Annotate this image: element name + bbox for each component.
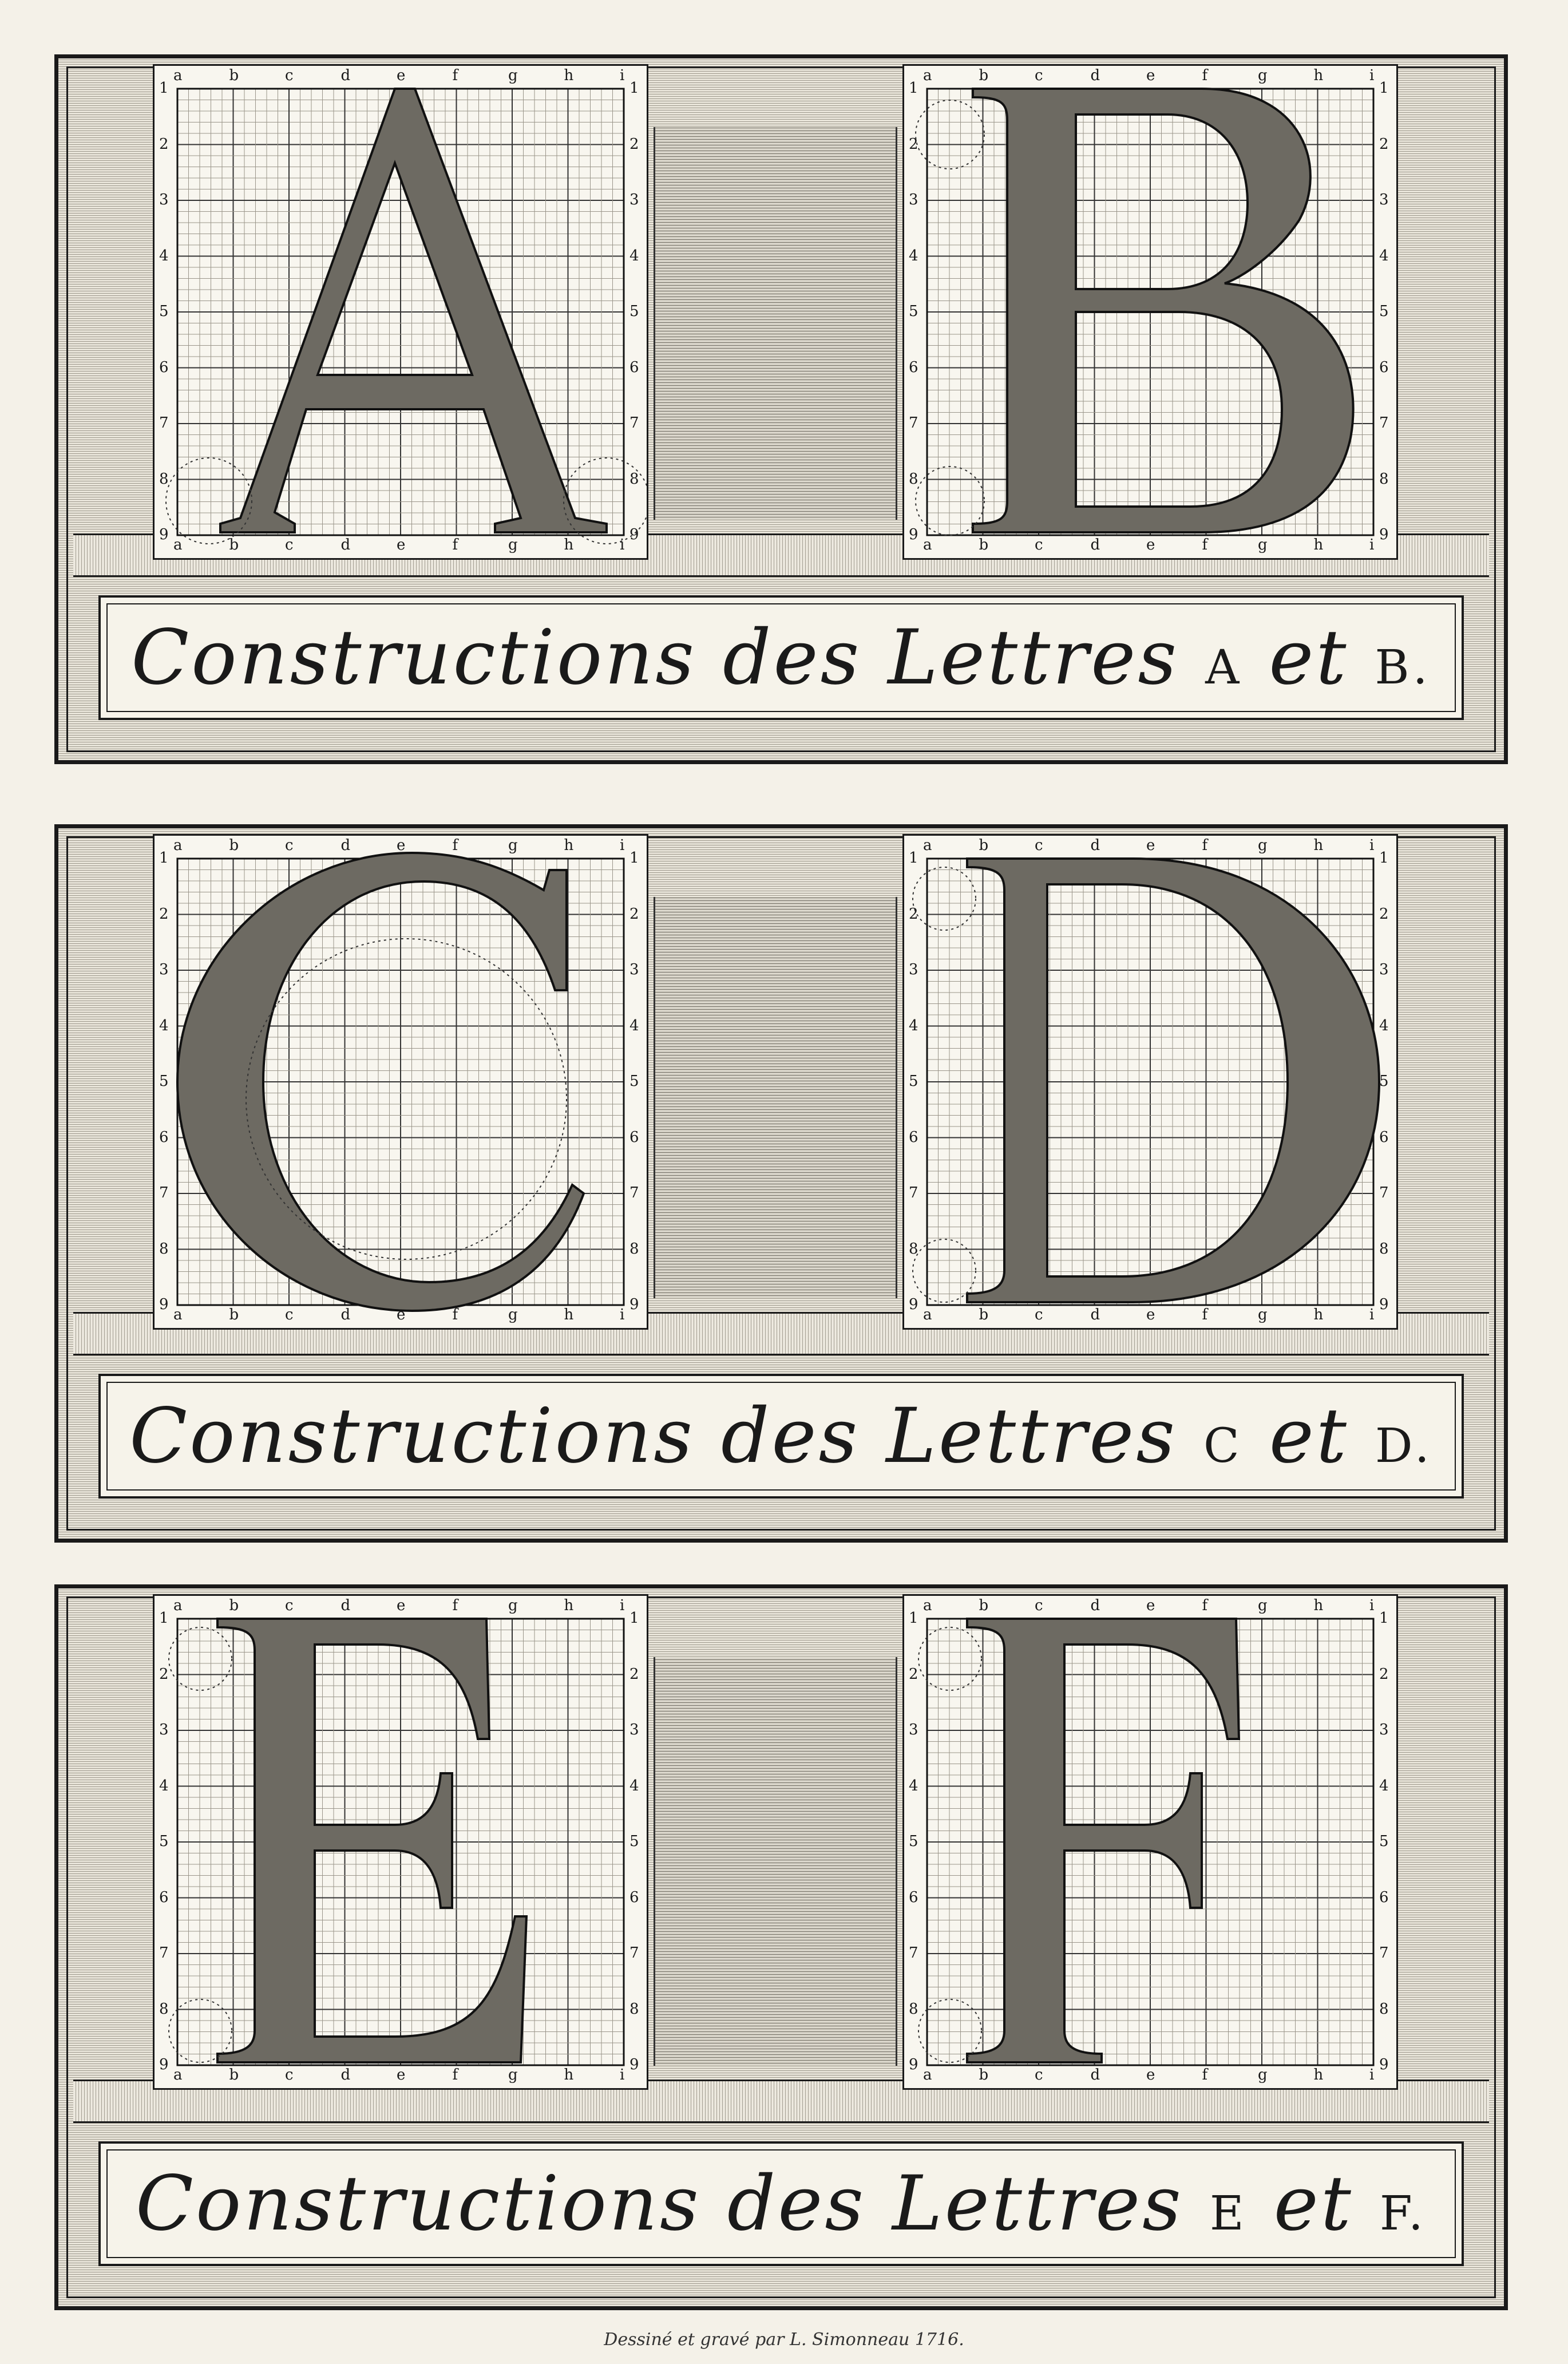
grid-column-label: e — [1146, 2066, 1155, 2084]
grid-row-label: 9 — [909, 526, 918, 543]
grid-column-label: e — [1146, 837, 1155, 854]
grid-row-label: 8 — [1379, 2000, 1389, 2018]
grid-column-label: c — [1035, 1306, 1043, 1323]
grid-row-label: 9 — [1379, 526, 1389, 543]
grid-column-label: d — [1090, 536, 1100, 554]
grid-row-label: 5 — [1379, 1073, 1389, 1090]
grid-row-label: 7 — [909, 1944, 918, 1962]
grid-row-label: 2 — [159, 905, 169, 923]
grid-column-label: h — [1313, 536, 1324, 554]
grid-row-label: 8 — [159, 2000, 169, 2018]
grid-row-label: 3 — [1379, 191, 1389, 208]
grid-column-label: b — [229, 837, 239, 854]
grid-column-label: a — [923, 67, 932, 84]
letter-b-construction — [904, 66, 1396, 558]
grid-row-label: 8 — [909, 470, 918, 488]
grid-column-label: d — [340, 1306, 351, 1323]
caption-text: Constructions des Lettres — [135, 2160, 1183, 2248]
grid-column-label: f — [452, 837, 458, 854]
grid-row-label: 7 — [1379, 1184, 1389, 1201]
grid-row-label: 5 — [909, 1073, 918, 1090]
grid-column-label: e — [397, 837, 406, 854]
grid-row-label: 8 — [909, 2000, 918, 2018]
letter-d-construction — [904, 836, 1396, 1328]
grid-column-label: f — [1202, 837, 1208, 854]
grid-column-label: i — [1369, 67, 1375, 84]
letter-panel-d — [902, 834, 1398, 1330]
grid-row-label: 7 — [1379, 414, 1389, 432]
grid-row-label: 4 — [629, 1017, 639, 1034]
grid-column-label: b — [229, 67, 239, 84]
grid-row-label: 4 — [1379, 1777, 1389, 1794]
center-recess — [654, 897, 897, 1298]
grid-column-label: c — [285, 1597, 294, 1614]
grid-column-label: d — [340, 536, 351, 554]
grid-column-label: h — [564, 67, 574, 84]
grid-column-label: a — [173, 1306, 183, 1323]
letter-panel-c — [153, 834, 648, 1330]
grid-column-label: g — [1258, 2066, 1268, 2084]
grid-row-label: 2 — [1379, 1665, 1389, 1683]
caption-conj: et — [1273, 2160, 1353, 2248]
grid-column-label: d — [1090, 2066, 1100, 2084]
grid-row-label: 1 — [629, 849, 639, 867]
caption-text: Constructions des Lettres — [129, 1392, 1178, 1480]
grid-row-label: 5 — [159, 303, 169, 320]
grid-column-label: i — [620, 536, 625, 554]
grid-column-label: i — [620, 67, 625, 84]
grid-row-label: 5 — [629, 303, 639, 320]
grid-row-label: 3 — [909, 961, 918, 978]
grid-row-label: 2 — [909, 1665, 918, 1683]
grid-row-label: 8 — [909, 1240, 918, 1258]
grid-column-label: e — [1146, 1597, 1155, 1614]
grid-column-label: e — [397, 1306, 406, 1323]
grid-row-label: 2 — [629, 1665, 639, 1683]
grid-column-label: a — [173, 2066, 183, 2084]
grid-row-label: 7 — [159, 414, 169, 432]
grid-column-label: g — [508, 837, 518, 854]
grid-column-label: e — [1146, 536, 1155, 554]
grid-column-label: d — [340, 1597, 351, 1614]
grid-column-label: a — [923, 837, 932, 854]
grid-column-label: e — [397, 2066, 406, 2084]
plate-a-b — [54, 54, 1508, 764]
grid-column-label: d — [340, 837, 351, 854]
grid-column-label: g — [508, 1306, 518, 1323]
letter-panel-a — [153, 64, 648, 560]
caption-letter-2: D. — [1375, 1419, 1433, 1473]
grid-column-label: i — [620, 1597, 625, 1614]
grid-row-label: 2 — [1379, 135, 1389, 153]
grid-row-label: 6 — [159, 1128, 169, 1146]
grid-row-label: 3 — [909, 1721, 918, 1738]
grid-row-label: 7 — [1379, 1944, 1389, 1962]
grid-row-label: 1 — [1379, 1610, 1389, 1627]
grid-row-label: 3 — [1379, 961, 1389, 978]
grid-column-label: c — [285, 2066, 294, 2084]
grid-column-label: b — [979, 1597, 989, 1614]
grid-column-label: b — [979, 536, 989, 554]
grid-row-label: 5 — [909, 303, 918, 320]
grid-column-label: e — [397, 1597, 406, 1614]
grid-row-label: 4 — [629, 247, 639, 264]
caption-letter-1: A — [1205, 641, 1243, 695]
grid-row-label: 9 — [159, 2056, 169, 2073]
letter-panel-f — [902, 1594, 1398, 2090]
grid-column-label: g — [1258, 67, 1268, 84]
grid-column-label: g — [1258, 1306, 1268, 1323]
grid-row-label: 4 — [909, 247, 918, 264]
grid-column-label: a — [923, 1306, 932, 1323]
grid-column-label: d — [1090, 1306, 1100, 1323]
grid-row-label: 3 — [629, 191, 639, 208]
grid-row-label: 5 — [629, 1073, 639, 1090]
grid-column-label: i — [1369, 2066, 1375, 2084]
caption-cartouche — [98, 2141, 1464, 2266]
grid-column-label: h — [1313, 67, 1324, 84]
grid-row-label: 6 — [909, 1128, 918, 1146]
grid-column-label: f — [1202, 1306, 1208, 1323]
caption-letter-1: C — [1203, 1419, 1243, 1473]
grid-row-label: 9 — [909, 1296, 918, 1313]
grid-column-label: h — [564, 1597, 574, 1614]
grid-column-label: d — [340, 67, 351, 84]
grid-row-label: 9 — [1379, 1296, 1389, 1313]
grid-row-label: 1 — [909, 849, 918, 867]
grid-row-label: 4 — [1379, 247, 1389, 264]
grid-column-label: c — [285, 67, 294, 84]
grid-row-label: 1 — [159, 80, 169, 97]
grid-column-label: h — [564, 536, 574, 554]
grid-row-label: 6 — [1379, 1128, 1389, 1146]
grid-row-label: 6 — [909, 358, 918, 376]
grid-row-label: 3 — [629, 961, 639, 978]
grid-column-label: g — [508, 536, 518, 554]
grid-column-label: a — [923, 1597, 932, 1614]
grid-row-label: 9 — [629, 2056, 639, 2073]
grid-column-label: c — [285, 1306, 294, 1323]
grid-column-label: b — [979, 837, 989, 854]
grid-row-label: 8 — [1379, 1240, 1389, 1258]
engraver-credit: Dessiné et gravé par L. Simonneau 1716. — [604, 2330, 964, 2350]
plate-c-d — [54, 824, 1508, 1543]
grid-row-label: 4 — [159, 247, 169, 264]
grid-row-label: 6 — [159, 1888, 169, 1906]
grid-row-label: 9 — [629, 1296, 639, 1313]
letter-e-construction — [155, 1596, 647, 2088]
grid-row-label: 1 — [909, 1610, 918, 1627]
grid-column-label: d — [1090, 837, 1100, 854]
grid-column-label: f — [1202, 2066, 1208, 2084]
grid-row-label: 6 — [629, 1128, 639, 1146]
grid-column-label: e — [397, 536, 406, 554]
grid-row-label: 9 — [1379, 2056, 1389, 2073]
grid-row-label: 6 — [629, 358, 639, 376]
grid-column-label: c — [1035, 536, 1043, 554]
grid-column-label: d — [1090, 1597, 1100, 1614]
grid-column-label: h — [564, 2066, 574, 2084]
grid-column-label: i — [1369, 1306, 1375, 1323]
grid-column-label: i — [620, 837, 625, 854]
grid-row-label: 7 — [629, 1944, 639, 1962]
grid-row-label: 3 — [1379, 1721, 1389, 1738]
grid-row-label: 6 — [909, 1888, 918, 1906]
grid-row-label: 1 — [1379, 80, 1389, 97]
grid-column-label: h — [564, 1306, 574, 1323]
grid-column-label: h — [1313, 1597, 1324, 1614]
caption-letter-2: F. — [1379, 2187, 1427, 2241]
grid-column-label: g — [508, 2066, 518, 2084]
grid-row-label: 2 — [159, 135, 169, 153]
grid-row-label: 8 — [629, 470, 639, 488]
grid-row-label: 9 — [909, 2056, 918, 2073]
grid-row-label: 2 — [909, 905, 918, 923]
grid-column-label: i — [620, 2066, 625, 2084]
grid-row-label: 3 — [159, 961, 169, 978]
grid-row-label: 2 — [629, 135, 639, 153]
grid-column-label: b — [229, 536, 239, 554]
grid-column-label: f — [452, 1306, 458, 1323]
grid-row-label: 5 — [629, 1833, 639, 1850]
grid-column-label: e — [1146, 67, 1155, 84]
grid-row-label: 4 — [159, 1017, 169, 1034]
grid-row-label: 4 — [159, 1777, 169, 1794]
grid-row-label: 6 — [629, 1888, 639, 1906]
grid-row-label: 8 — [1379, 470, 1389, 488]
caption-letter-2: B. — [1375, 641, 1431, 695]
grid-column-label: f — [452, 536, 458, 554]
grid-row-label: 5 — [1379, 1833, 1389, 1850]
grid-row-label: 3 — [909, 191, 918, 208]
grid-row-label: 7 — [629, 414, 639, 432]
grid-row-label: 7 — [629, 1184, 639, 1201]
grid-row-label: 6 — [1379, 358, 1389, 376]
grid-column-label: g — [508, 67, 518, 84]
grid-row-label: 4 — [1379, 1017, 1389, 1034]
grid-row-label: 7 — [159, 1944, 169, 1962]
grid-column-label: f — [1202, 536, 1208, 554]
grid-row-label: 4 — [629, 1777, 639, 1794]
grid-column-label: i — [1369, 536, 1375, 554]
caption-letter-1: E — [1209, 2187, 1248, 2241]
grid-row-label: 1 — [629, 1610, 639, 1627]
grid-column-label: b — [979, 2066, 989, 2084]
caption — [131, 614, 1431, 702]
grid-row-label: 7 — [909, 1184, 918, 1201]
grid-row-label: 4 — [909, 1017, 918, 1034]
grid-column-label: h — [564, 837, 574, 854]
grid-row-label: 7 — [159, 1184, 169, 1201]
grid-column-label: c — [1035, 67, 1043, 84]
grid-column-label: f — [452, 1597, 458, 1614]
grid-column-label: i — [1369, 1597, 1375, 1614]
grid-row-label: 3 — [159, 1721, 169, 1738]
grid-column-label: b — [979, 1306, 989, 1323]
grid-column-label: a — [173, 1597, 183, 1614]
letter-a-construction — [155, 66, 647, 558]
grid-row-label: 9 — [629, 526, 639, 543]
grid-column-label: e — [397, 67, 406, 84]
center-recess — [654, 127, 897, 520]
letter-c-construction — [155, 836, 647, 1328]
grid-column-label: g — [1258, 837, 1268, 854]
grid-row-label: 4 — [909, 1777, 918, 1794]
grid-column-label: i — [620, 1306, 625, 1323]
grid-column-label: b — [229, 2066, 239, 2084]
grid-column-label: a — [923, 2066, 932, 2084]
grid-column-label: d — [340, 2066, 351, 2084]
grid-column-label: f — [1202, 67, 1208, 84]
grid-row-label: 8 — [159, 1240, 169, 1258]
grid-column-label: e — [1146, 1306, 1155, 1323]
caption-cartouche — [98, 595, 1464, 720]
grid-row-label: 9 — [159, 526, 169, 543]
grid-row-label: 2 — [1379, 905, 1389, 923]
grid-column-label: c — [1035, 2066, 1043, 2084]
grid-column-label: c — [1035, 1597, 1043, 1614]
caption — [136, 2160, 1427, 2248]
grid-column-label: b — [229, 1306, 239, 1323]
plate-e-f — [54, 1584, 1508, 2310]
grid-column-label: f — [1202, 1597, 1208, 1614]
grid-row-label: 6 — [1379, 1888, 1389, 1906]
grid-row-label: 2 — [909, 135, 918, 153]
grid-column-label: a — [173, 536, 183, 554]
grid-column-label: h — [1313, 1306, 1324, 1323]
grid-column-label: g — [1258, 536, 1268, 554]
grid-column-label: b — [979, 67, 989, 84]
grid-row-label: 1 — [1379, 849, 1389, 867]
grid-row-label: 5 — [1379, 303, 1389, 320]
grid-column-label: c — [285, 536, 294, 554]
grid-column-label: f — [452, 67, 458, 84]
grid-row-label: 7 — [909, 414, 918, 432]
grid-row-label: 9 — [159, 1296, 169, 1313]
grid-row-label: 8 — [159, 470, 169, 488]
grid-row-label: 1 — [159, 849, 169, 867]
grid-row-label: 5 — [159, 1073, 169, 1090]
grid-column-label: a — [923, 536, 932, 554]
caption-cartouche — [98, 1374, 1464, 1499]
grid-column-label: h — [1313, 2066, 1324, 2084]
grid-column-label: f — [452, 2066, 458, 2084]
caption-conj: et — [1269, 1392, 1349, 1480]
grid-row-label: 2 — [159, 1665, 169, 1683]
caption-text: Constructions des Lettres — [131, 614, 1179, 702]
grid-row-label: 8 — [629, 1240, 639, 1258]
grid-row-label: 5 — [909, 1833, 918, 1850]
grid-row-label: 5 — [159, 1833, 169, 1850]
center-recess — [654, 1657, 897, 2066]
grid-row-label: 3 — [629, 1721, 639, 1738]
grid-row-label: 2 — [629, 905, 639, 923]
grid-column-label: c — [285, 837, 294, 854]
grid-column-label: b — [229, 1597, 239, 1614]
grid-column-label: a — [173, 837, 183, 854]
grid-column-label: g — [508, 1597, 518, 1614]
grid-row-label: 1 — [159, 1610, 169, 1627]
grid-row-label: 1 — [909, 80, 918, 97]
grid-column-label: g — [1258, 1597, 1268, 1614]
grid-row-label: 6 — [159, 358, 169, 376]
grid-column-label: a — [173, 67, 183, 84]
caption-conj: et — [1269, 614, 1349, 702]
letter-panel-e — [153, 1594, 648, 2090]
letter-f-construction — [904, 1596, 1396, 2088]
grid-row-label: 3 — [159, 191, 169, 208]
letter-panel-b — [902, 64, 1398, 560]
grid-column-label: i — [1369, 837, 1375, 854]
grid-column-label: c — [1035, 837, 1043, 854]
caption — [129, 1392, 1433, 1480]
grid-column-label: h — [1313, 837, 1324, 854]
grid-row-label: 1 — [629, 80, 639, 97]
grid-row-label: 8 — [629, 2000, 639, 2018]
grid-column-label: d — [1090, 67, 1100, 84]
